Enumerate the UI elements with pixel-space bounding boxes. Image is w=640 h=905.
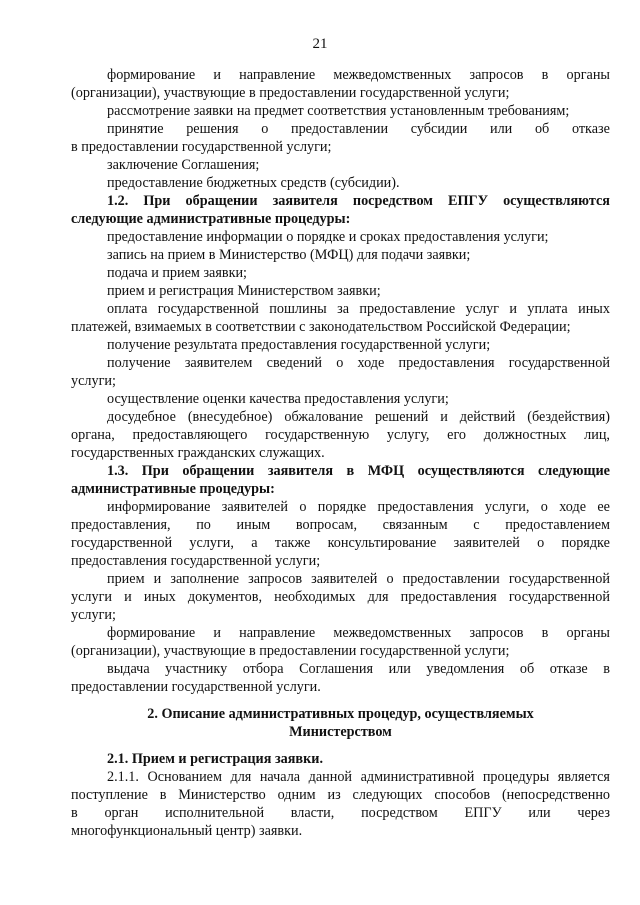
word: выдача xyxy=(107,661,150,677)
text-line: административные процедуры: xyxy=(71,481,275,497)
word: органы xyxy=(566,625,610,641)
text-line: предоставление информации о порядке и сроках предоставления услуги; xyxy=(107,229,549,245)
word: в xyxy=(541,67,549,83)
text-line xyxy=(71,804,610,822)
word: 2.1.1. xyxy=(107,769,139,785)
word: ходе xyxy=(357,355,385,371)
word: формирование xyxy=(107,625,196,641)
word: запросов xyxy=(469,67,524,83)
word: обжалование xyxy=(284,409,363,425)
text-line xyxy=(107,570,610,588)
word: заявителей xyxy=(311,571,378,587)
word: пошлины xyxy=(269,301,327,317)
word: ЕПГУ xyxy=(464,805,502,821)
word: органы xyxy=(566,67,610,83)
word: Министерство xyxy=(178,787,266,803)
word: о xyxy=(261,121,269,137)
word: посредством xyxy=(352,193,433,209)
word: участнику xyxy=(165,661,228,677)
text-line: многофункциональный центр) заявки. xyxy=(71,823,303,839)
word: МФЦ xyxy=(367,463,405,479)
text-line: следующие административные процедуры: xyxy=(71,211,351,227)
word: а xyxy=(251,535,258,551)
word: является xyxy=(557,769,610,785)
text-line xyxy=(71,516,610,534)
word: по xyxy=(196,517,211,533)
word: способов xyxy=(434,787,491,803)
word: или xyxy=(388,661,411,677)
text-line xyxy=(107,300,610,318)
word: государственную xyxy=(265,427,370,443)
word: решений xyxy=(374,409,429,425)
word: прием xyxy=(107,571,145,587)
text-line xyxy=(71,426,610,444)
word: уведомления xyxy=(426,661,505,677)
text-line: (организации), участвующие в предоставлении государственной услуги; xyxy=(71,643,510,659)
word: органа, xyxy=(71,427,115,443)
word: о xyxy=(540,499,548,515)
text-line: подача и прием заявки; xyxy=(107,265,247,281)
word: запросов xyxy=(469,625,524,641)
word: заявителем xyxy=(184,355,253,371)
word: (бездействия) xyxy=(527,409,610,425)
word: решения xyxy=(186,121,239,137)
word: услуги xyxy=(71,589,112,605)
word: заполнение xyxy=(170,571,240,587)
word: При xyxy=(141,463,169,479)
word: заявителей xyxy=(453,535,520,551)
text-line xyxy=(107,192,610,210)
word: посредством xyxy=(361,805,438,821)
word: и xyxy=(509,301,517,317)
word: 1.3. xyxy=(107,463,129,479)
word: следующих xyxy=(352,787,423,803)
word: иным xyxy=(236,517,271,533)
text-line: предоставление бюджетных средств (субсидии). xyxy=(107,175,400,191)
text-line xyxy=(107,768,610,786)
text-line: прием и регистрация Министерством заявки; xyxy=(107,283,381,299)
text-line: заключение Соглашения; xyxy=(107,157,260,173)
word: также xyxy=(274,535,311,551)
word: предоставлении xyxy=(402,571,500,587)
text-line xyxy=(107,408,610,426)
text-line xyxy=(71,588,610,606)
word: государственной xyxy=(157,301,259,317)
word: о xyxy=(336,355,344,371)
word: о xyxy=(537,535,545,551)
word: или xyxy=(490,121,513,137)
word: субсидии xyxy=(410,121,468,137)
word: административной xyxy=(360,769,475,785)
word: его xyxy=(447,427,467,443)
word: и xyxy=(213,625,221,641)
word: предоставление xyxy=(359,301,456,317)
word: услуг xyxy=(465,301,499,317)
word: иных xyxy=(143,589,176,605)
word: отбора xyxy=(242,661,284,677)
word: 1.2. xyxy=(107,193,129,209)
word: межведомственных xyxy=(333,67,452,83)
word: При xyxy=(143,193,171,209)
text-line: осуществление оценки качества предоставления услуги; xyxy=(107,391,449,407)
word: оплата xyxy=(107,301,148,317)
word: государственной xyxy=(508,589,610,605)
word: предоставления xyxy=(377,499,474,515)
text-line xyxy=(107,354,610,372)
word: и xyxy=(153,571,162,587)
text-line xyxy=(71,786,610,804)
word: одним xyxy=(277,787,316,803)
text-line xyxy=(107,624,610,642)
word: власти, xyxy=(290,805,335,821)
text-line: получение результата предоставления государственной услуги; xyxy=(107,337,491,353)
text-line: 2. Описание административных процедур, осуществляемых xyxy=(147,706,534,722)
word: государственной xyxy=(71,535,173,551)
word: сведений xyxy=(266,355,322,371)
word: обращении xyxy=(185,193,258,209)
word: предоставления xyxy=(398,355,495,371)
word: исполнительной xyxy=(165,805,265,821)
word: о xyxy=(386,571,394,587)
word: межведомственных xyxy=(333,625,452,641)
text-line: предоставлении государственной услуги. xyxy=(71,679,321,695)
text-line: Министерством xyxy=(289,724,392,740)
word: связанным xyxy=(382,517,448,533)
page-number: 21 xyxy=(312,36,328,52)
word: порядке xyxy=(317,499,367,515)
word: в xyxy=(159,787,167,803)
word: в xyxy=(541,625,549,641)
word: необходимых xyxy=(274,589,356,605)
word: и xyxy=(124,589,132,605)
word: Соглашения xyxy=(299,661,374,677)
text-line xyxy=(71,534,610,552)
word: осуществляются xyxy=(417,463,525,479)
word: порядке xyxy=(561,535,610,551)
word: (внесудебное) xyxy=(187,409,273,425)
word: услуги, xyxy=(484,499,530,515)
word: государственной xyxy=(508,571,610,587)
word: предоставления xyxy=(400,589,497,605)
word: и xyxy=(440,409,448,425)
word: и xyxy=(213,67,221,83)
word: ходе xyxy=(559,499,586,515)
text-line xyxy=(107,462,610,480)
word: запросов xyxy=(248,571,303,587)
word: начала xyxy=(259,769,301,785)
text-line: рассмотрение заявки на предмет соответствия установленным требованиям; xyxy=(107,103,570,119)
text-line: в предоставлении государственной услуги; xyxy=(71,139,332,155)
word: отказе xyxy=(571,121,610,137)
word: об xyxy=(534,121,550,137)
word: о xyxy=(299,499,307,515)
word: отказе xyxy=(549,661,588,677)
text-line: 2.1. Прием и регистрация заявки. xyxy=(107,751,323,767)
text-line: услуги; xyxy=(71,373,116,389)
text-line: (организации), участвующие в предоставлении государственной услуги; xyxy=(71,85,510,101)
word: или xyxy=(528,805,551,821)
word: осуществляются xyxy=(503,193,610,209)
word: с xyxy=(473,517,480,533)
word: формирование xyxy=(107,67,196,83)
word: действий xyxy=(459,409,516,425)
text-line: запись на прием в Министерство (МФЦ) для подачи заявки; xyxy=(107,247,471,263)
text-line xyxy=(107,660,610,678)
text-line: предоставления государственной услуги; xyxy=(71,553,321,569)
word: поступление xyxy=(71,787,148,803)
text-line: услуги; xyxy=(71,607,116,623)
word: получение xyxy=(107,355,171,371)
word: предоставлении xyxy=(290,121,389,137)
word: вопросам, xyxy=(295,517,358,533)
word: досудебное xyxy=(107,409,176,425)
word: ее xyxy=(597,499,610,515)
word: за xyxy=(337,301,349,317)
word: в xyxy=(603,661,610,677)
word: следующие xyxy=(538,463,610,479)
word: орган xyxy=(104,805,139,821)
word: для xyxy=(230,769,252,785)
word: данной xyxy=(308,769,353,785)
word: через xyxy=(577,805,610,821)
word: предоставлением xyxy=(505,517,610,533)
word: должностных xyxy=(483,427,567,443)
word: (непосредственно xyxy=(501,787,610,803)
word: государственной xyxy=(508,355,610,371)
word: услуги, xyxy=(189,535,234,551)
word: об xyxy=(519,661,535,677)
word: заявителей xyxy=(221,499,288,515)
word: услугу, xyxy=(386,427,430,443)
word: иных xyxy=(578,301,610,317)
word: из xyxy=(327,787,341,803)
word: обращении xyxy=(182,463,255,479)
text-line: платежей, взимаемых в соответствии с законодательством Российской Федерации; xyxy=(71,319,571,335)
word: информирование xyxy=(107,499,211,515)
word: документов, xyxy=(187,589,262,605)
word: в xyxy=(71,805,78,821)
text-line: государственных гражданских служащих. xyxy=(71,445,325,461)
word: для xyxy=(367,589,389,605)
word: процедуры xyxy=(482,769,550,785)
word: направление xyxy=(239,625,316,641)
word: лиц, xyxy=(584,427,610,443)
word: в xyxy=(346,463,355,479)
word: Основанием xyxy=(147,769,222,785)
word: предоставления, xyxy=(71,517,171,533)
text-line xyxy=(107,66,610,84)
word: принятие xyxy=(107,121,164,137)
word: заявителя xyxy=(267,463,334,479)
word: ЕПГУ xyxy=(448,193,488,209)
word: заявителя xyxy=(272,193,338,209)
word: предоставляющего xyxy=(132,427,248,443)
text-line xyxy=(107,498,610,516)
word: уплата xyxy=(527,301,568,317)
text-line xyxy=(107,120,610,138)
word: направление xyxy=(239,67,316,83)
word: консультирование xyxy=(327,535,437,551)
